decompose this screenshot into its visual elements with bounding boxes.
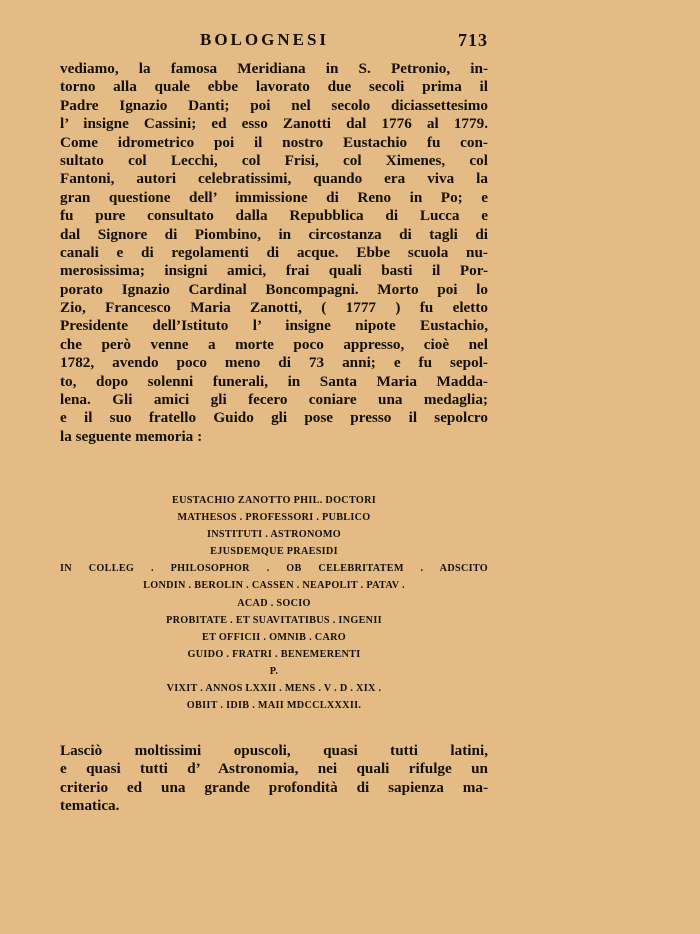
text-line: Presidente dell’Istituto l’ insigne nipote Eustachio, bbox=[60, 317, 488, 335]
text-line: e quasi tutti d’ Astronomia, nei quali rifulge un bbox=[60, 760, 488, 778]
epitaph-line: PROBITATE . ET SUAVITATIBUS . INGENII bbox=[166, 614, 382, 626]
epitaph-line: OBIIT . IDIB . MAII MDCCLXXXII. bbox=[186, 700, 362, 712]
text-line: vediamo, la famosa Meridiana in S. Petronio, in- bbox=[60, 60, 488, 77]
text-line: canali e di regolamenti di acque. Ebbe scuola nu- bbox=[60, 243, 488, 261]
epitaph-line: EJUSDEMQUE PRAESIDI bbox=[210, 546, 338, 558]
text-line: lena. Gli amici gli fecero coniare una medaglia; bbox=[60, 391, 488, 409]
text-line: merosissima; insigni amici, frai quali basti il Por- bbox=[60, 262, 488, 280]
text-line: Lasciò moltissimi opuscoli, quasi tutti latini, bbox=[60, 742, 488, 759]
text-line: 1782, avendo poco meno di 73 anni; e fu sepol- bbox=[60, 354, 488, 372]
closing-paragraph bbox=[60, 742, 488, 816]
text-line: l’ insigne Cassini; ed esso Zanotti dal 1776 al 1779. bbox=[60, 115, 488, 133]
text-line: Padre Ignazio Danti; poi nel secolo diciassettesimo bbox=[60, 96, 488, 114]
page-number: 713 bbox=[458, 30, 488, 50]
text-line: dal Signore di Piombino, in circostanza di tagli di bbox=[60, 225, 488, 243]
text-line: che però venne a morte poco appresso, cioè nel bbox=[60, 335, 488, 353]
epitaph-line: INSTITUTI . ASTRONOMO bbox=[207, 529, 341, 541]
epitaph-line: P. bbox=[269, 665, 279, 677]
running-head-title: BOLOGNESI bbox=[200, 30, 330, 49]
text-line: gran questione dell’ immissione di Reno in Po; e bbox=[60, 188, 488, 206]
epitaph-line: IN COLLEG . PHILOSOPHOR . OB CELEBRITATEM . ADSCITO bbox=[60, 563, 488, 575]
epitaph-line: EUSTACHIO ZANOTTO PHIL. DOCTORI bbox=[171, 495, 377, 506]
text-line: sultato col Lecchi, col Frisi, col Ximenes, col bbox=[60, 151, 488, 169]
epitaph-line: LONDIN . BEROLIN . CASSEN . NEAPOLIT . PATAV . bbox=[143, 580, 405, 592]
text-line: fu pure consultato dalla Repubblica di Lucca e bbox=[60, 207, 488, 225]
running-head bbox=[60, 30, 488, 52]
epitaph-line: ACAD . SOCIO bbox=[237, 597, 311, 609]
main-paragraph bbox=[60, 60, 488, 446]
text-line: Fantoni, autori celebratissimi, quando era viva la bbox=[60, 170, 488, 188]
text-line: torno alla quale ebbe lavorato due secoli prima il bbox=[60, 78, 488, 96]
epitaph-line: VIXIT . ANNOS LXXII . MENS . V . D . XIX . bbox=[166, 683, 382, 695]
epitaph-line: MATHESOS . PROFESSORI . PUBLICO bbox=[177, 512, 371, 524]
text-line: Come idrometrico poi il nostro Eustachio fu con- bbox=[60, 133, 488, 151]
text-line: Zio, Francesco Maria Zanotti, ( 1777 ) fu eletto bbox=[60, 299, 488, 317]
epitaph-inscription bbox=[60, 492, 488, 714]
epitaph-line: ET OFFICII . OMNIB . CARO bbox=[201, 631, 346, 643]
text-line: to, dopo solenni funerali, in Santa Maria Madda- bbox=[60, 372, 488, 390]
text-line: la seguente memoria : bbox=[60, 427, 203, 445]
text-line: e il suo fratello Guido gli pose presso il sepolcro bbox=[60, 409, 488, 427]
text-line: porato Ignazio Cardinal Boncompagni. Morto poi lo bbox=[60, 280, 488, 298]
text-line: criterio ed una grande profondità di sapienza ma- bbox=[60, 778, 488, 796]
text-line: tematica. bbox=[60, 797, 120, 815]
epitaph-line: GUIDO . FRATRI . BENEMERENTI bbox=[187, 648, 361, 660]
